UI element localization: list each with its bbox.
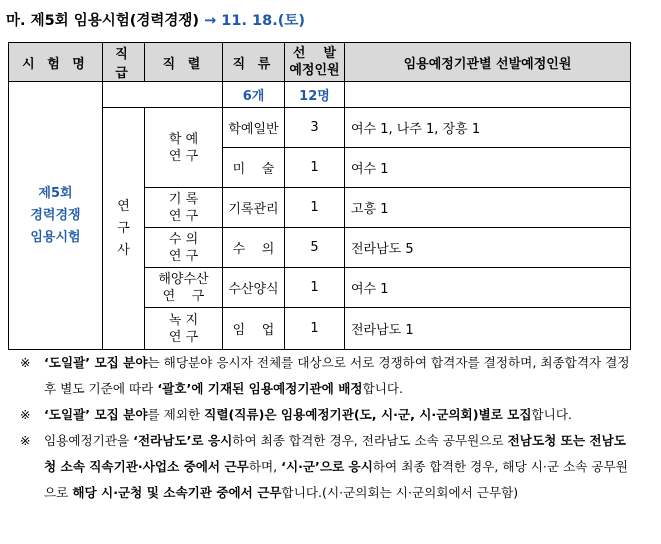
- note-2-text-2: 합니다.: [531, 407, 573, 422]
- series-line: 기 록: [168, 191, 199, 207]
- note-1-text-2: 합니다.: [362, 381, 404, 396]
- rank-line: 사: [117, 242, 130, 258]
- exam-name-line: 경력경쟁: [30, 207, 81, 223]
- heading-prefix: 마. 제5회 임용시험(경력경쟁): [6, 13, 205, 29]
- header-agencies: 임용예정기관별 선발예정인원: [345, 43, 631, 82]
- series-cell: [145, 308, 223, 350]
- total-subseries: 6개: [223, 82, 285, 108]
- series-line: 녹 지: [168, 312, 199, 328]
- series-cell: [145, 188, 223, 228]
- agencies-cell: 여수 1, 나주 1, 장흥 1: [345, 108, 631, 148]
- subseries-cell: 기록관리: [223, 188, 285, 228]
- subseries-cell: 미 술: [223, 148, 285, 188]
- agencies-cell: 고흥 1: [345, 188, 631, 228]
- header-series: 직 렬: [145, 43, 223, 82]
- exam-name-line: 임용시험: [30, 229, 81, 245]
- note-3-text-4: 하여 최종 합격한 경우, 해당 시·군 소속 공무원으로: [44, 459, 628, 500]
- note-3-text-5: 합니다.(시·군의회는 시·군의회에서 근무함): [281, 485, 519, 500]
- exam-name-cell: [9, 82, 103, 350]
- note-3: [20, 428, 636, 506]
- count-cell: 3: [285, 108, 345, 148]
- series-line: 학 예: [168, 131, 199, 147]
- rank-cell: [103, 108, 145, 350]
- header-rank: 직 급: [103, 43, 145, 82]
- note-3-bold-1: ‘전라남도’로 응시: [133, 433, 233, 448]
- exam-name-line: 제5회: [38, 185, 73, 201]
- note-3-text-3: 하며,: [248, 459, 282, 474]
- totals-agencies-blank: [345, 82, 631, 108]
- note-mark: ※: [20, 407, 31, 422]
- series-line: 연 구: [168, 208, 199, 224]
- note-2: [20, 402, 636, 428]
- recruitment-table: [8, 42, 631, 350]
- heading-date: 11. 18.(토): [221, 13, 305, 29]
- note-3-text-1: 임용예정기관을: [44, 433, 134, 448]
- agencies-cell: 전라남도 5: [345, 228, 631, 268]
- heading-arrow: →: [204, 13, 217, 29]
- note-1: [20, 350, 636, 402]
- note-3-bold-3: ‘시·군’으로 응시: [281, 459, 373, 474]
- subseries-cell: 수 의: [223, 228, 285, 268]
- count-cell: 5: [285, 228, 345, 268]
- header-count-line2: 예정인원: [289, 63, 340, 78]
- series-cell: [145, 108, 223, 188]
- header-subseries: 직 류: [223, 43, 285, 82]
- count-cell: 1: [285, 308, 345, 350]
- subseries-cell: 학예일반: [223, 108, 285, 148]
- note-1-text-1: 는 해당분야 응시자 전체를 대상으로 서로 경쟁하여 합격자를 결정하며, 최종합격자 결정 후 별도 기준에 따라: [44, 355, 630, 396]
- subseries-cell: 임 업: [223, 308, 285, 350]
- note-3-bold-4: 해당 시·군청 및 소속기관 중에서 근무: [72, 485, 282, 500]
- totals-blank: [103, 82, 223, 108]
- note-1-bold-2: ‘괄호’에 기재된 임용예정기관에 배정: [157, 381, 363, 396]
- note-2-bold-2: 직렬(직류)은 임용예정기관(도, 시·군, 시·군의회)별로 모집: [204, 407, 532, 422]
- agencies-cell: 여수 1: [345, 268, 631, 308]
- series-line: 연 구: [168, 148, 199, 164]
- totals-row: [9, 82, 631, 108]
- note-3-text-2: 하여 최종 합격한 경우, 전라남도 소속 공무원으로: [232, 433, 508, 448]
- rank-line: 구: [117, 220, 130, 236]
- note-1-bold-1: ‘도일괄’ 모집 분야: [44, 355, 148, 370]
- table-header-row: [9, 43, 631, 82]
- series-line: 해양수산: [158, 271, 209, 287]
- total-count: 12명: [285, 82, 345, 108]
- note-mark: ※: [20, 433, 31, 448]
- section-heading: [6, 9, 305, 30]
- header-count-line1: 선 발: [292, 46, 337, 61]
- header-count: [285, 43, 345, 82]
- series-cell: [145, 268, 223, 308]
- series-line: 연 구: [168, 329, 199, 345]
- agencies-cell: 전라남도 1: [345, 308, 631, 350]
- count-cell: 1: [285, 148, 345, 188]
- note-2-bold-1: ‘도일괄’ 모집 분야: [44, 407, 148, 422]
- series-cell: [145, 228, 223, 268]
- count-cell: 1: [285, 268, 345, 308]
- note-mark: ※: [20, 355, 31, 370]
- agencies-cell: 여수 1: [345, 148, 631, 188]
- table-row: [9, 108, 631, 148]
- series-line: 수 의: [168, 231, 199, 247]
- note-3-bold-2: 전남도청 또는 전남도청 소속 직속기관·사업소 중에서 근무: [44, 433, 626, 474]
- series-line: 연 구: [162, 288, 205, 304]
- notes-section: [20, 350, 636, 506]
- rank-line: 연: [117, 198, 130, 214]
- count-cell: 1: [285, 188, 345, 228]
- header-exam-name: 시 험 명: [9, 43, 103, 82]
- note-2-text-1: 를 제외한: [147, 407, 205, 422]
- series-line: 연 구: [168, 248, 199, 264]
- subseries-cell: 수산양식: [223, 268, 285, 308]
